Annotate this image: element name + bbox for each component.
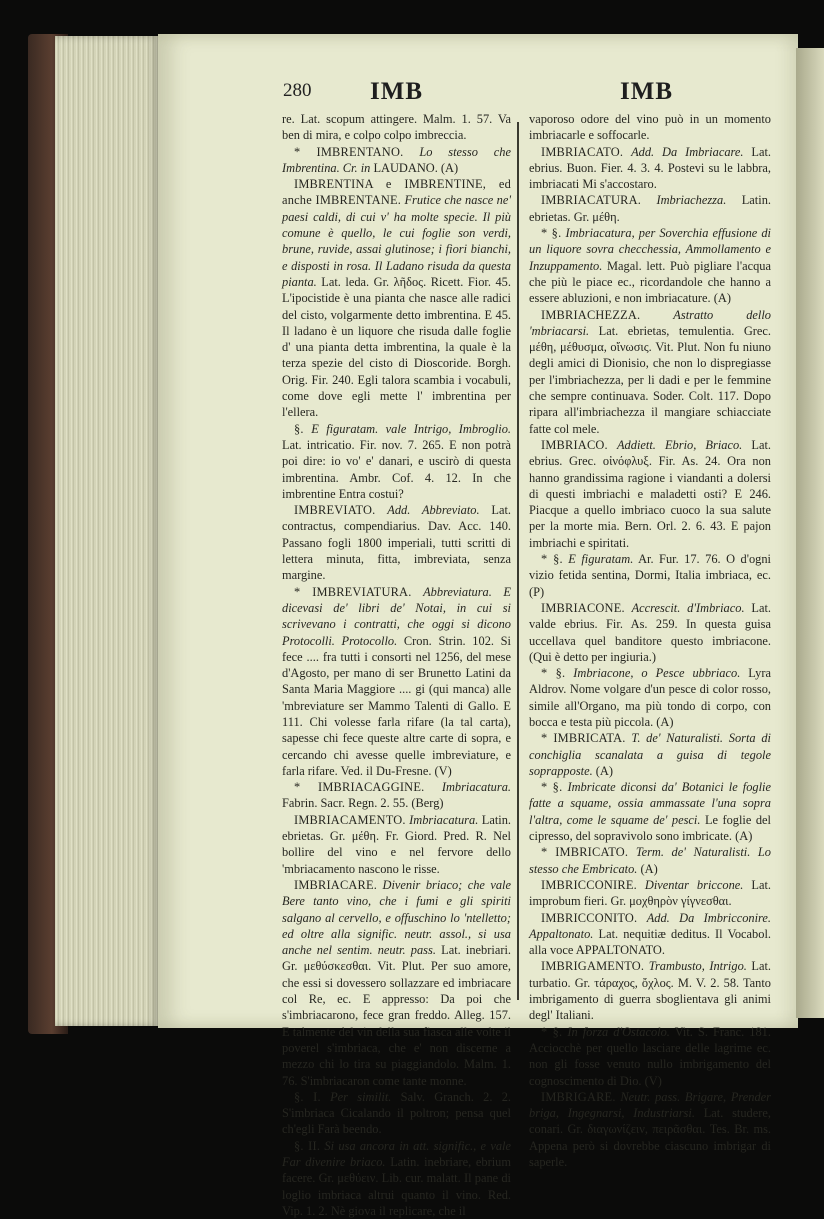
entry-definition: Imbriacatura. <box>441 780 511 795</box>
entry-headword: * §. <box>541 552 563 567</box>
entry-headword: * IMBRICATA. <box>541 731 626 746</box>
entry-headword: IMBRIACHEZZA. <box>541 307 641 322</box>
dictionary-entry <box>282 176 511 420</box>
entry-body: Lat. leda. Gr. λῆδος. Ricett. Fior. 45. L'ipocistide è una pianta che nasce alle radici del cisto, volgarmente detto imbrentina. E 45. Il ladano è un liquore che risuda dalle foglie d' una pianta detta imbrentina, la quale è la terza spezie del cisto di Dioscoride. Borgh. Orig. Fir. 240. Egli talora scambia i vocabuli, come dove egli mette l' imbrentina per l'ellera. <box>282 274 511 420</box>
entry-definition: Diventar briccone. <box>644 877 744 892</box>
dictionary-entry <box>282 502 511 583</box>
dictionary-entry <box>529 307 771 437</box>
entry-definition: Divenir briaco; che vale Bere tanto vino, che i fumi e gli spiriti salgano al cervello, e offuschino lo 'ntelletto; ed oltre alla signific. neutr. assol., si usa anche nel sentim. neutr. pass. <box>282 877 511 958</box>
entry-body: Le foglie del cipresso, del sopravivolo sono imbricate. (A) <box>529 812 771 844</box>
entry-body: Magal. lett. Può pigliare l'acqua che più le piace ec., ricordandole che hanno a essere abluzioni, e non imbriacature. (A) <box>529 258 771 306</box>
dictionary-entry <box>282 877 511 1089</box>
entry-definition: E figuratam. vale Intrigo, Imbroglio. <box>311 421 511 436</box>
entry-headword: IMBRIACARE. <box>294 877 378 892</box>
dictionary-entry <box>529 779 771 844</box>
entry-definition: Si usa ancora in att. signific., e vale Far divenire briaco. <box>282 1138 511 1169</box>
page-edges <box>55 36 160 1026</box>
entry-definition: Frutice che nasce ne' paesi caldi, di cui v' ha molte specie. Il più comune è quello, le cui foglie son verdi, brune, ruvide, assai glutinose; i fiori bianchi, e disposti in rosa. Il Ladano risuda da questa pianta. <box>282 193 511 289</box>
entry-definition: Imbriachezza. <box>656 193 727 208</box>
entry-body: Lat. ebrius. Buon. Fier. 4. 3. 4. Postevi su le labbra, imbriacati Mi s'accostaro. <box>529 144 771 192</box>
running-header-left: IMB <box>370 78 423 105</box>
dictionary-entry <box>282 144 511 177</box>
entry-headword: IMBRIACAMENTO. <box>294 812 406 827</box>
dictionary-entry <box>529 600 771 665</box>
entry-definition: Add. Da Imbriacare. <box>631 144 744 159</box>
entry-definition: Accrescit. d'Imbriaco. <box>631 600 745 615</box>
entry-definition: Addiett. Ebrio, Briaco. <box>616 437 743 452</box>
entry-headword: IMBRIACATURA. <box>541 193 642 208</box>
entry-headword: IMBRIACATO. <box>541 144 624 159</box>
dictionary-entry <box>529 551 771 600</box>
dictionary-entry <box>529 877 771 910</box>
entry-definition: Neutr. pass. Brigare, Prender briga, Ingegnarsi, Industriarsi. <box>529 1089 771 1121</box>
entry-body: Lat. studere, conari. Gr. διαγωνίζειν, πειρᾶσθαι. Tes. Br. ms. Appena però si dovrebbe ciascuno imbrigar di saperle. <box>529 1106 771 1169</box>
dictionary-entry <box>529 225 771 306</box>
entry-body: (A) <box>640 861 658 876</box>
page-number: 280 <box>283 80 312 101</box>
dictionary-entry <box>529 958 771 1023</box>
entry-body: Lat. turbatio. Gr. τάραχος, ὄχλος. M. V. 2. 58. Tanto imbrigamento di guerra sboglientava gli animi degl' Italiani. <box>529 959 771 1023</box>
entry-body: Lat. inebriari. Gr. μεθύσκεσθαι. Vit. Plut. Per suo amore, che essi si dovessero sollazzare ed imbriacare col Re, ec. E appresso: Da poi che s'imbriacarono, fece gran freddo. Alleg. 157. E talmente del vin della sua fiasca alle volte il poverel s'imbriaca, che e' non discerne a mezzo chi lo tira su piaggiandolo. Malm. 1. 76. S'imbriacaron come tante monne. <box>282 943 511 1088</box>
entry-headword: * IMBRICATO. <box>541 845 629 860</box>
next-page-edge <box>796 48 824 1018</box>
entry-definition: E figuratam. <box>568 552 634 567</box>
dictionary-entry <box>282 584 511 780</box>
left-column <box>282 111 511 1219</box>
entry-definition: Imbricate diconsi da' Botanici le foglie fatte a squame, ossia ammassate l'una sopra l'altra, come le squame de' pesci. <box>529 780 771 827</box>
dictionary-entry <box>529 1024 771 1089</box>
entry-definition: Term. de' Naturalisti. Lo stesso che Embricato. <box>529 845 771 876</box>
dictionary-entry <box>529 665 771 730</box>
entry-body: Latin. ebrietas. Gr. μέθη. Fr. Giord. Pred. R. Nel bollire del vino e nel fervore dello 'mbriacamento nascono le risse. <box>282 812 511 876</box>
entry-definition: Add. Abbreviato. <box>387 503 480 518</box>
entry-headword: §. II. <box>294 1138 321 1153</box>
dictionary-entry <box>282 1089 511 1138</box>
entry-headword: §. <box>294 421 304 436</box>
dictionary-entry <box>282 111 511 144</box>
entry-body: Salv. Granch. 2. 2. S'imbriaca Cicalando il poltron; pensa quel ch'egli Farà beendo. <box>282 1089 511 1137</box>
column-rule <box>517 122 519 1000</box>
dictionary-entry <box>529 910 771 959</box>
entry-headword: * §. <box>541 1024 563 1039</box>
dictionary-entry <box>282 1138 511 1219</box>
entry-definition: Imbriacone, o Pesce ubbriaco. <box>573 666 741 681</box>
dictionary-entry <box>529 1089 771 1170</box>
entry-definition: Lo stesso che Imbrentina. Cr. in <box>282 144 511 175</box>
entry-definition: Imbriacatura, per Soverchia effusione di un liquore sovra checchessia, Ammollamento e Inzuppamento. <box>529 226 771 273</box>
entry-body: Lat. improbum fieri. Gr. μοχθηρὸν γίγνεσθαι. <box>529 877 771 909</box>
dictionary-entry <box>282 421 511 502</box>
entry-body: Lyra Aldrov. Nome volgare d'un pesce di color rosso, simile all'Organo, ma più tondo di corpo, con bocca e testa più piccola. (A) <box>529 666 772 729</box>
dictionary-entry <box>529 192 771 225</box>
entry-headword: IMBRICCONIRE. <box>541 877 637 892</box>
entry-body: re. Lat. scopum attingere. Malm. 1. 57. Va ben di mira, e colpo colpo imbreccia. <box>282 112 511 143</box>
entry-definition: Add. Da Imbricconire. Appaltonato. <box>529 910 771 941</box>
entry-definition: Abbreviatura. E dicevasi de' libri de' Notai, in cui si scrivevano i contratti, che oggi si dicono Protocolli. Protocollo. <box>282 584 511 648</box>
entry-definition: T. de' Naturalisti. Sorta di conchiglia scanalata a guisa di tegole soprapposte. <box>529 731 771 778</box>
dictionary-entry <box>529 111 771 144</box>
entry-body: Lat. nequitiæ deditus. Il Vocabol. alla voce APPALTONATO. <box>529 926 771 958</box>
entry-body: Ar. Fur. 17. 76. O d'ogni vizio fetida sentina, Dormi, Italia imbriaca, ec. (P) <box>529 552 771 599</box>
running-header-right: IMB <box>620 78 673 105</box>
entry-body: Latin. inebriare, ebrium facere. Gr. μεθύειν. Lib. cur. malatt. Il pane di loglio imbriaca altrui quanto il vino. Red. Vip. 1. 2. Nè giova il replicare, che il <box>282 1155 511 1218</box>
dictionary-entry <box>529 730 771 779</box>
entry-body: Lat. valde ebrius. Fir. As. 259. In questa guisa uccellava quel banditore questo imbriacone. (Qui è detto per ingiuria.) <box>529 600 771 664</box>
entry-body: Lat. ebrius. Grec. οἰνόφλυξ. Fir. As. 24. Ora non hanno grandissima ragione i viandanti a dolersi di questi imbriachi e maladetti osti? E 246. Piacque a quello imbriaco cuoco la sua salute per la morte mia. Bern. Orl. 2. 6. 43. E pajon imbriachi e spiritati. <box>529 437 771 550</box>
entry-definition: Per similit. <box>330 1089 392 1104</box>
entry-headword: IMBRIGAMENTO. <box>541 959 645 974</box>
dictionary-entry <box>282 779 511 812</box>
dictionary-entry <box>282 812 511 877</box>
entry-headword: IMBRICCONITO. <box>541 910 638 925</box>
entry-body: Vit. S. Franc. 181. Acciocchè per quello lasciare delle lagrime ec. non gli fosse venuto nullo imbrigamento del cognoscimento di Dio. (V) <box>529 1024 771 1088</box>
entry-headword: IMBRENTINA e IMBRENTINE, ed anche IMBRENTANE. <box>282 177 511 208</box>
entry-definition: Imbriacatura. <box>409 812 479 827</box>
entry-body: (A) <box>595 763 613 778</box>
dictionary-entry <box>529 844 771 877</box>
entry-headword: IMBRIGARE. <box>541 1089 616 1104</box>
dictionary-entry <box>529 144 771 193</box>
entry-headword: * §. <box>541 666 566 681</box>
entry-headword: * IMBRIACAGGINE. <box>294 780 425 795</box>
entry-headword: IMBRIACO. <box>541 437 608 452</box>
entry-headword: * §. <box>541 226 562 241</box>
entry-headword: IMBREVIATO. <box>294 503 376 518</box>
entry-definition: Trambusto, Intrigo. <box>648 959 747 974</box>
entry-body: Latin. ebrietas. Gr. μέθη. <box>529 193 771 224</box>
entry-definition: Astratto dello 'mbriacarsi. <box>529 307 771 338</box>
entry-body: Lat. contractus, compendiarius. Dav. Acc. 140. Passano fogli 1800 imperiali, tutti scritti di lettera minuta, fitta, imbreviata, senza margine. <box>282 503 511 583</box>
entry-body: Cron. Strin. 102. Si fece .... fra tutti i consorti nel 1256, del mese d'Agosto, per mano di ser Brunetto Latini da Santa Maria Maggiore .... gi (qui manca) alle 'mbreviature ser Mammo Talenti di Gallo. E 111. Chi volesse farla rifare (la tal carta), sapesse chi fece queste altre carte di sopra, e cercando chi avesse quelle imbreviature, e farla rifare. Ved. il Du-Fresne. (V) <box>282 633 511 778</box>
entry-headword: * IMBRENTANO. <box>294 144 404 159</box>
dictionary-entry <box>529 437 771 551</box>
entry-body: LAUDANO. (A) <box>373 160 459 175</box>
entry-headword: * §. <box>541 780 563 795</box>
entry-headword: §. I. <box>294 1089 321 1104</box>
right-column <box>529 111 771 1170</box>
entry-body: Lat. ebrietas, temulentia. Grec. μέθη, μέθυσμα, οἴνωσις. Vit. Plut. Non fu niuno degli amici di Dionisio, che non lo dispregiasse per l'imbriachezza, per li dadi e per le femmine che sempre continuava. Soder. Colt. 117. Dopo ripara all'imbriachezza il mangiare schiacciate fatte col mele. <box>529 323 771 436</box>
entry-body: vaporoso odore del vino può in un momento imbriacarle e soffocarle. <box>529 112 771 143</box>
entry-headword: IMBRIACONE. <box>541 600 625 615</box>
entry-body: Fabrin. Sacr. Regn. 2. 55. (Berg) <box>282 796 444 811</box>
entry-headword: * IMBREVIATURA. <box>294 584 412 599</box>
entry-definition: In forza d'Ostacolo. <box>567 1024 670 1039</box>
entry-body: Lat. intricatio. Fir. nov. 7. 265. E non potrà poi dire: io vo' e' danari, e uscirò di questa imbrentina. Ambr. Cof. 4. 12. In che imbrentine Entra costui? <box>282 437 511 501</box>
